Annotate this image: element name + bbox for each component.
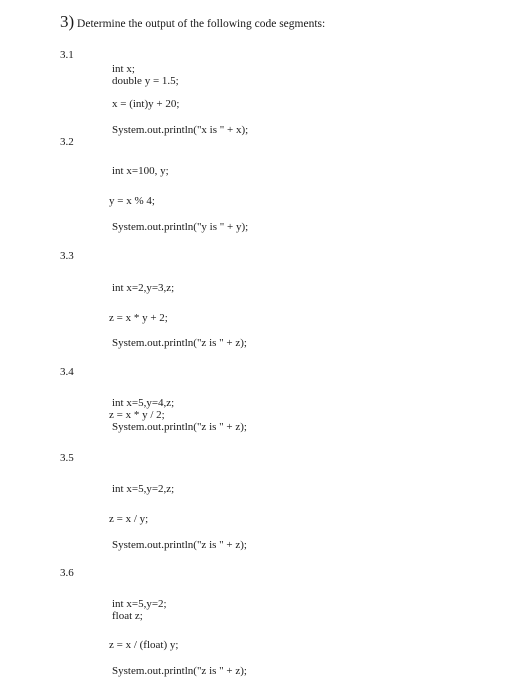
code-line: int x; (112, 63, 135, 75)
code-line: int x=5,y=2; (112, 598, 167, 610)
code-line: int x=5,y=4,z; (112, 397, 175, 409)
question-number-3-4: 3.4 (60, 366, 74, 378)
code-line: int x=5,y=2,z; (112, 483, 175, 495)
code-line: System.out.println("z is " + z); (112, 665, 247, 677)
code-line: z = x * y / 2; (109, 409, 165, 421)
code-line: System.out.println("z is " + z); (112, 539, 247, 551)
code-line: System.out.println("z is " + z); (112, 421, 247, 433)
code-line: z = x * y + 2; (109, 312, 168, 324)
code-line: System.out.println("z is " + z); (112, 337, 247, 349)
code-line: float z; (112, 610, 143, 622)
heading-text: Determine the output of the following code segments: (77, 18, 326, 30)
heading-number: 3) (60, 12, 75, 31)
code-line: x = (int)y + 20; (112, 98, 180, 110)
code-line: System.out.println("y is " + y); (112, 221, 249, 233)
code-line: z = x / y; (109, 513, 149, 525)
code-line: int x=2,y=3,z; (112, 282, 175, 294)
code-line: y = x % 4; (109, 195, 155, 207)
question-number-3-3: 3.3 (60, 250, 74, 262)
code-line: double y = 1.5; (112, 75, 179, 87)
code-line: int x=100, y; (112, 165, 169, 177)
question-heading (60, 12, 325, 32)
code-line: z = x / (float) y; (109, 639, 179, 651)
code-line: System.out.println("x is " + x); (112, 124, 249, 136)
question-number-3-6: 3.6 (60, 567, 74, 579)
question-number-3-2: 3.2 (60, 136, 74, 148)
question-number-3-1: 3.1 (60, 49, 74, 61)
question-number-3-5: 3.5 (60, 452, 74, 464)
